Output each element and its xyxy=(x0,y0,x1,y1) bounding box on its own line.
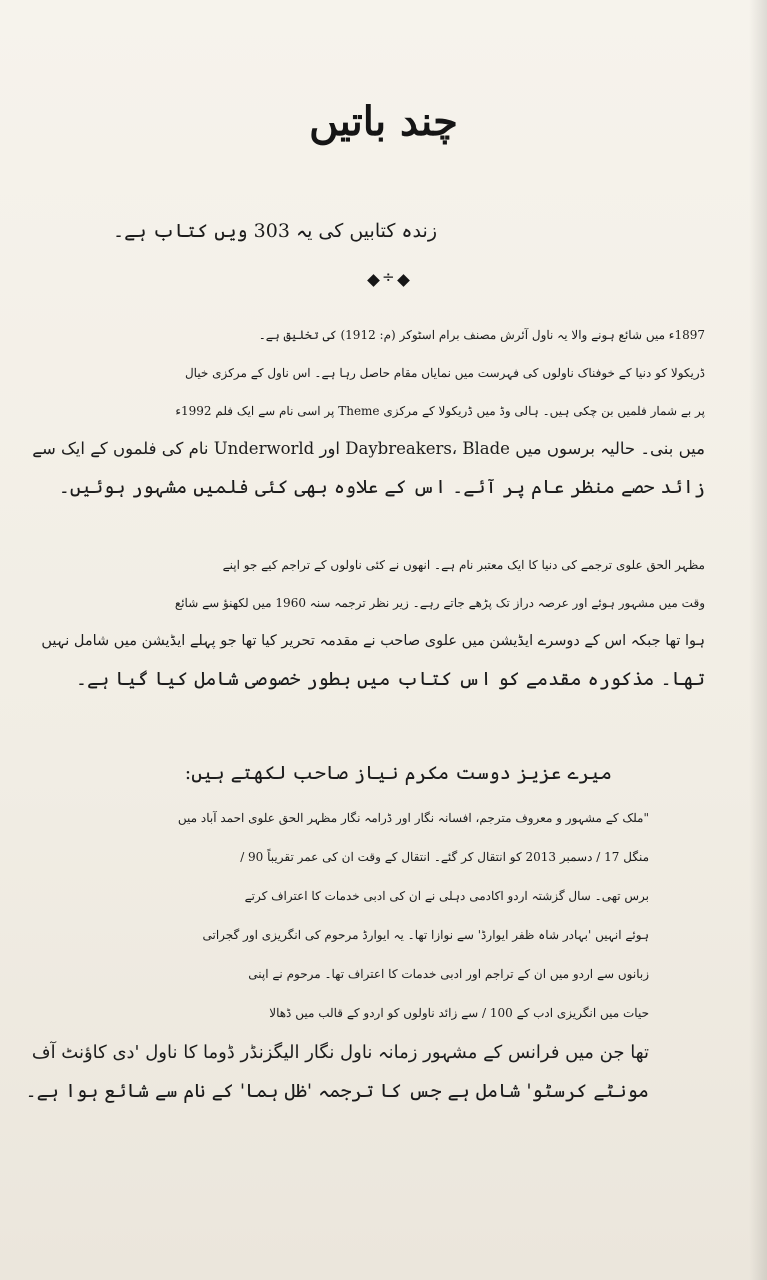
quote-line: "ملک کے مشہور و معروف مترجم، افسانہ نگار اور ڈرامہ نگار مظہر الحق علوی احمد آباد میں xyxy=(177,811,649,825)
page-title: چند باتیں xyxy=(309,98,458,145)
paragraph-line: وقت میں مشہور ہوئے اور عرصہ دراز تک پڑھے جاتے رہے۔ زیر نظر ترجمہ سنہ 1960 میں لکھنؤ سے شائع xyxy=(174,596,705,610)
quote-line: حیات میں انگریزی ادب کے 100 / سے زائد ناولوں کو اردو کے قالب میں ڈھالا xyxy=(269,1006,649,1020)
quote-line: برس تھی۔ سال گزشتہ اردو اکادمی دہلی نے ان کی ادبی خدمات کا اعتراف کرتے xyxy=(244,889,649,903)
paragraph-line: تھا۔ مذکورہ مقدمے کو اس کتاب میں بطور خصوصی شامل کیا گیا ہے۔ xyxy=(75,668,705,690)
paragraph-dracula-intro xyxy=(32,316,705,506)
paragraph-translator xyxy=(41,546,705,698)
quote-line: زبانوں سے اردو میں ان کے تراجم اور ادبی خدمات کا اعتراف تھا۔ مرحوم نے اپنی xyxy=(248,967,649,981)
paragraph-line: ڈریکولا کو دنیا کے خوفناک ناولوں کی فہرست میں نمایاں مقام حاصل رہا ہے۔ اس ناول کے مرکزی خیال xyxy=(184,366,705,380)
quote-intro xyxy=(185,754,612,792)
paragraph-line: 1897ء میں شائع ہونے والا یہ ناول آئرش مصنف برام اسٹوکر (م: 1912) کی تخلیق ہے۔ xyxy=(258,328,705,342)
intro-line: زندہ کتابیں کی یہ 303 ویں کتاب ہے۔ xyxy=(113,220,437,242)
diamond-ornament-right xyxy=(397,274,410,287)
quote-line: ہوئے انہیں 'بہادر شاہ ظفر ایوارڈ' سے نوازا تھا۔ یہ ایوارڈ مرحوم کی انگریزی اور گجراتی xyxy=(202,928,649,942)
section-divider xyxy=(366,270,412,292)
paragraph-line: مظہر الحق علوی ترجمے کی دنیا کا ایک معتبر نام ہے۔ انھوں نے کئی ناولوں کے تراجم کیے جو اپنے xyxy=(222,558,705,572)
quote-block xyxy=(26,799,649,1111)
paragraph-line: میں بنی۔ حالیہ برسوں میں Daybreakers، Blade اور Underworld نام کی فلموں کے ایک سے xyxy=(32,439,705,458)
quote-line: تھا جن میں فرانس کے مشہور زمانہ ناول نگار الیگزنڈر ڈوما کا ناول 'دی کاؤنٹ آف xyxy=(31,1042,649,1063)
paragraph-line: پر بے شمار فلمیں بن چکی ہیں۔ ہالی وڈ میں ڈریکولا کے مرکزی Theme پر اسی نام سے ایک فلم 1992ء xyxy=(175,404,705,418)
paragraph-line: زائد حصے منظر عام پر آئے۔ اس کے علاوہ بھی کئی فلمیں مشہور ہوئیں۔ xyxy=(58,476,705,498)
paragraph-line: ہوا تھا جبکہ اس کے دوسرے ایڈیشن میں علوی صاحب نے مقدمہ تحریر کیا تھا جو پہلے ایڈیشن میں شامل نہیں xyxy=(41,633,705,649)
quote-line: منگل 17 / دسمبر 2013 کو انتقال کر گئے۔ انتقال کے وقت ان کی عمر تقریباً 90 / xyxy=(240,850,649,864)
divide-sign: ÷ xyxy=(382,268,395,286)
paragraph-line: میرے عزیز دوست مکرم نیاز صاحب لکھتے ہیں: xyxy=(184,762,612,784)
quote-line: مونٹے کرسٹو' شامل ہے جس کا ترجمہ 'ظل ہما' کے نام سے شائع ہوا ہے۔ xyxy=(25,1080,649,1102)
diamond-ornament-left xyxy=(367,274,380,287)
